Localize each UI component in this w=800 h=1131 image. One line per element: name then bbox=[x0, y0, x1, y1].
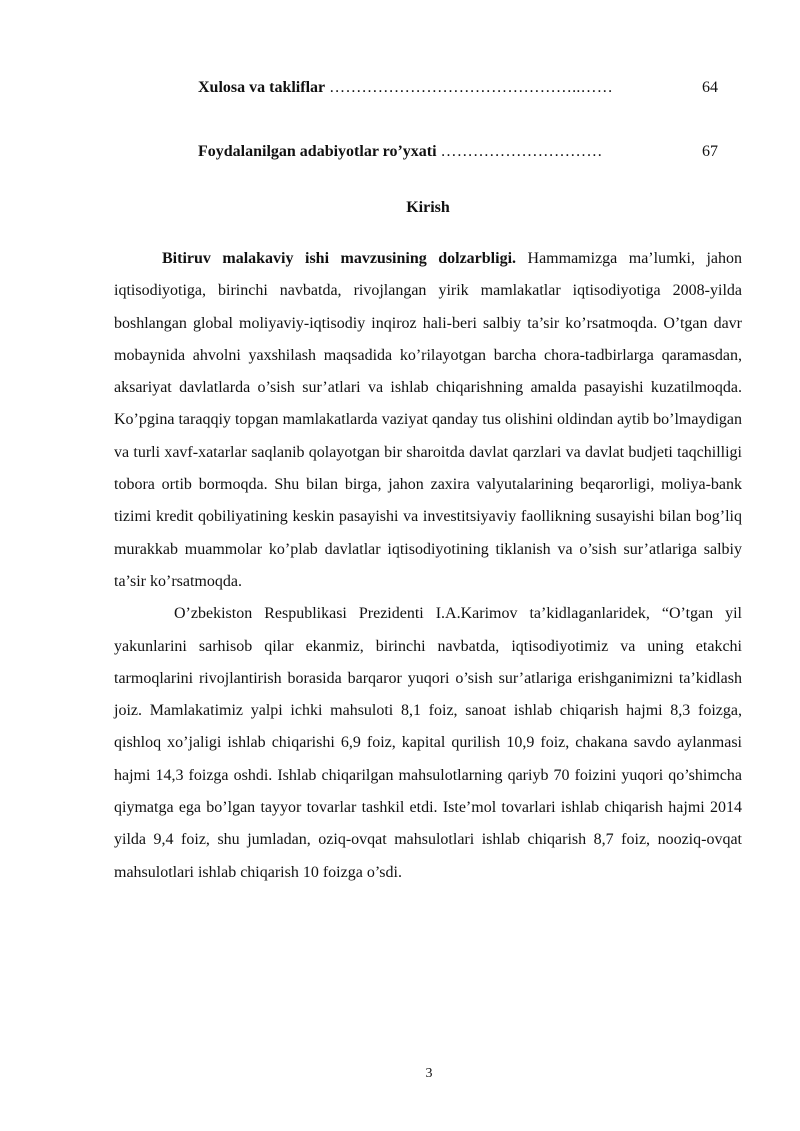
body-text bbox=[114, 243, 742, 889]
paragraph-text: O’zbekiston Respublikasi Prezidenti I.A.Karimov ta’kidlaganlaridek, “O’tgan yil yakunlarini sarhisob qilar ekanmiz, birinchi navbatda, iqtisodiyotimiz va uning etakchi tarmoqlarini rivojlantirish borasida barqaror yuqori o’sish sur’atlariga erishganimizni ta’kidlash joiz. Mamlakatimiz yalpi ichki mahsuloti 8,1 foiz, sanoat ishlab chiqarish hajmi 8,3 foizga, qishloq xo’jaligi ishlab chiqarishi 6,9 foiz, kapital qurilish 10,9 foiz, chakana savdo aylanmasi hajmi 14,3 foizga oshdi. Ishlab chiqarilgan mahsulotlarning qariyb 70 foizini yuqori qo’shimcha qiymatga ega bo’lgan tayyor tovarlar tashkil etdi. Iste’mol tovarlari ishlab chiqarish hajmi 2014 yilda 9,4 foiz, shu jumladan, oziq-ovqat mahsulotlari ishlab chiqarish 8,7 foiz, nooziq-ovqat mahsulotlari ishlab chiqarish 10 foizga o’sdi. bbox=[114, 605, 742, 881]
toc-page-number: 67 bbox=[702, 143, 718, 160]
paragraph-lead: Bitiruv malakaviy ishi mavzusining dolzarbligi. bbox=[162, 250, 517, 267]
page-number: 3 bbox=[425, 1066, 433, 1081]
toc-entry-conclusion bbox=[198, 76, 718, 100]
toc-leader-dots: ………………………………………..…… bbox=[329, 79, 613, 96]
paragraph-text: Hammamizga ma’lumki, jahon iqtisodiyotiga, birinchi navbatda, rivojlangan yirik mamlakatlar iqtisodiyotiga 2008-yilda boshlangan global moliyaviy-iqtisodiy inqiroz hali-beri salbiy ta’sir ko’rsatmoqda. O’tgan davr mobaynida ahvolni yaxshilash maqsadida ko’rilayotgan barcha chora-tadbirlarga qaramasdan, aksariyat davlatlarda o’sish sur’atlari va ishlab chiqarishning amalda pasayishi kuzatilmoqda. Ko’pgina taraqqiy topgan mamlakatlarda vaziyat qanday tus olishini oldindan aytib bo’lmaydigan va turli xavf-xatarlar saqlanib qolayotgan bir sharoitda davlat qarzlari va davlat budjeti taqchilligi tobora ortib bormoqda. Shu bilan birga, jahon zaxira valyutalarining beqarorligi, moliya-bank tizimi kredit qobiliyatining keskin pasayishi va investitsiyaviy faollikning susayishi bilan bog’liq murakkab muammolar ko’plab davlatlar iqtisodiyotining tiklanish va o’sish sur’atlariga salbiy ta’sir ko’rsatmoqda. bbox=[114, 250, 743, 590]
toc-entry-title: Foydalanilgan adabiyotlar ro’yxati bbox=[198, 143, 437, 160]
section-heading: Kirish bbox=[406, 199, 450, 216]
toc-entry-title: Xulosa va takliflar bbox=[198, 79, 326, 96]
toc-page-number: 64 bbox=[702, 79, 718, 96]
paragraph-relevance bbox=[114, 243, 742, 598]
paragraph-president-quote bbox=[114, 598, 742, 889]
toc-leader-dots: ………………………… bbox=[440, 143, 603, 160]
toc-entry-bibliography bbox=[198, 140, 718, 164]
